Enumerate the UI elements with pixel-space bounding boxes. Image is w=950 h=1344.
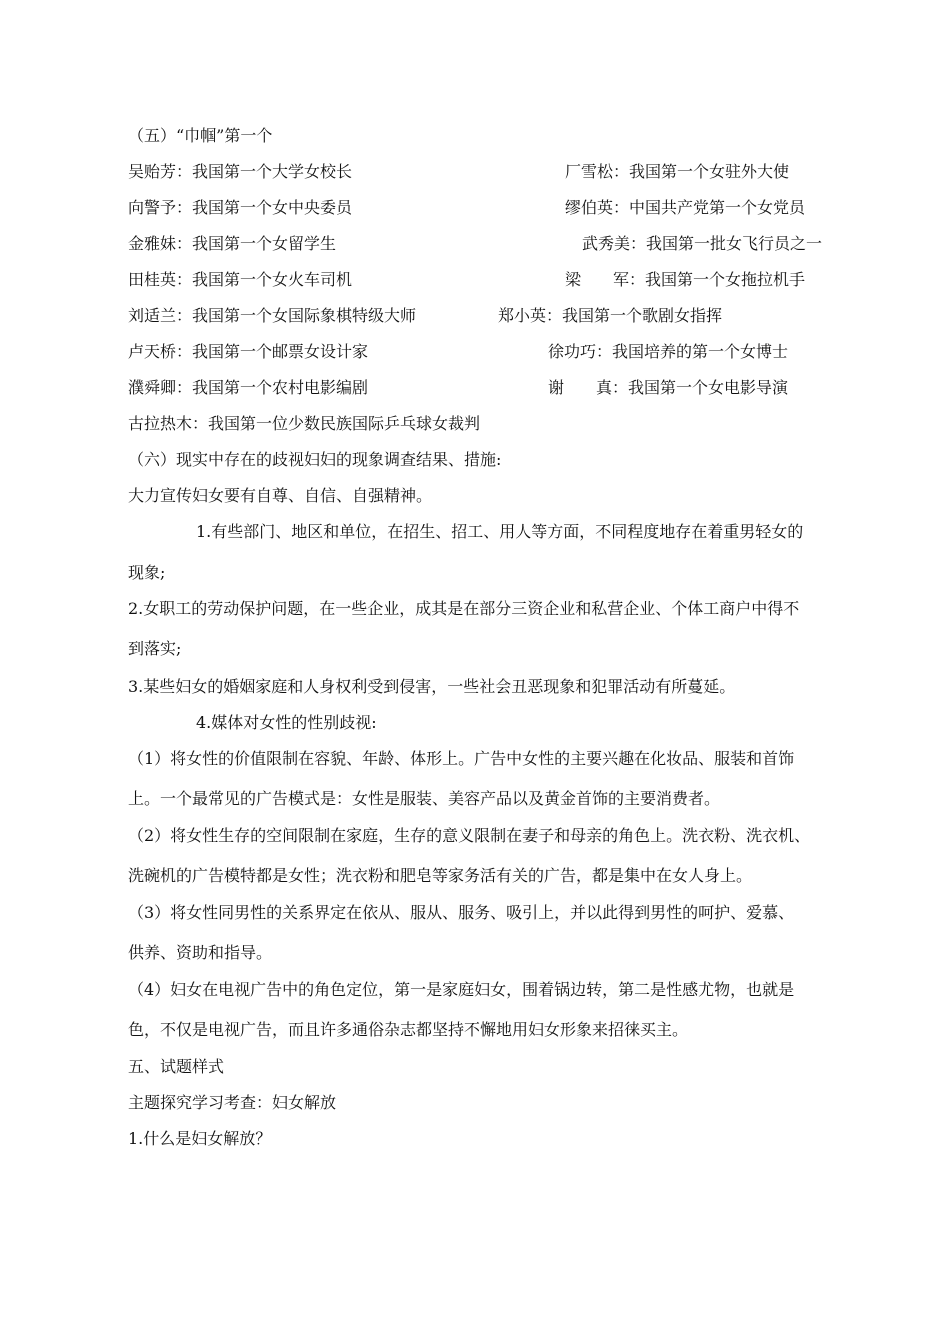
section-heading: （六）现实中存在的歧视妇妇的现象调查结果、措施: <box>128 450 502 469</box>
first-left: 卢天桥：我国第一个邮票女设计家 <box>128 342 369 361</box>
first-right: 厂雪松：我国第一个女驻外大使 <box>565 162 790 181</box>
first-left: 向警予：我国第一个女中央委员 <box>128 198 353 217</box>
paragraph: 主题探究学习考查：妇女解放 <box>128 1093 337 1112</box>
paragraph: （2）将女性生存的空间限制在家庭，生存的意义限制在妻子和母亲的角色上。洗衣粉、洗衣机、 <box>128 826 811 845</box>
first-left: 吴贻芳：我国第一个大学女校长 <box>128 162 353 181</box>
paragraph: （1）将女性的价值限制在容貌、年龄、体形上。广告中女性的主要兴趣在化妆品、服装和首饰 <box>128 749 795 768</box>
section-heading: 五、试题样式 <box>128 1057 225 1076</box>
list-item: 4.媒体对女性的性别歧视: <box>196 713 377 732</box>
list-item: 3.某些妇女的婚姻家庭和人身权利受到侵害，一些社会丑恶现象和犯罪活动有所蔓延。 <box>128 677 736 696</box>
first-left: 金雅妹：我国第一个女留学生 <box>128 234 337 253</box>
list-item: 1.有些部门、地区和单位，在招生、招工、用人等方面，不同程度地存在着重男轻女的 <box>196 522 804 541</box>
paragraph-continued: 上。一个最常见的广告模式是：女性是服装、美容产品以及黄金首饰的主要消费者。 <box>128 789 721 808</box>
paragraph-continued: 供养、资助和指导。 <box>128 943 273 962</box>
list-item: 2.女职工的劳动保护问题，在一些企业，成其是在部分三资企业和私营企业、个体工商户中得不 <box>128 599 800 618</box>
first-right: 郑小英：我国第一个歌剧女指挥 <box>498 306 723 325</box>
paragraph: 大力宣传妇女要有自尊、自信、自强精神。 <box>128 486 433 505</box>
first-left: 刘适兰：我国第一个女国际象棋特级大师 <box>128 306 417 325</box>
first-right: 徐功巧：我国培养的第一个女博士 <box>548 342 789 361</box>
list-item-continued: 到落实; <box>128 639 182 658</box>
first-left: 古拉热木：我国第一位少数民族国际乒乓球女裁判 <box>128 414 481 433</box>
first-right: 武秀美：我国第一批女飞行员之一 <box>582 234 823 253</box>
first-right: 谢 真：我国第一个女电影导演 <box>548 378 789 397</box>
section-heading: （五）“巾帼”第一个 <box>128 126 273 145</box>
first-left: 田桂英：我国第一个女火车司机 <box>128 270 353 289</box>
list-item-continued: 现象; <box>128 563 166 582</box>
first-left: 濮舜卿：我国第一个农村电影编剧 <box>128 378 369 397</box>
paragraph-continued: 色，不仅是电视广告，而且许多通俗杂志都坚持不懈地用妇女形象来招徕买主。 <box>128 1020 689 1039</box>
paragraph-continued: 洗碗机的广告模特都是女性；洗衣粉和肥皂等家务活有关的广告，都是集中在女人身上。 <box>128 866 753 885</box>
first-right: 梁 军：我国第一个女拖拉机手 <box>565 270 806 289</box>
first-right: 缪伯英：中国共产党第一个女党员 <box>565 198 806 217</box>
question: 1.什么是妇女解放？ <box>128 1129 272 1148</box>
paragraph: （3）将女性同男性的关系界定在依从、服从、服务、吸引上，并以此得到男性的呵护、爱慕、 <box>128 903 795 922</box>
paragraph: （4）妇女在电视广告中的角色定位，第一是家庭妇女，围着锅边转，第二是性感尤物，也就是 <box>128 980 795 999</box>
